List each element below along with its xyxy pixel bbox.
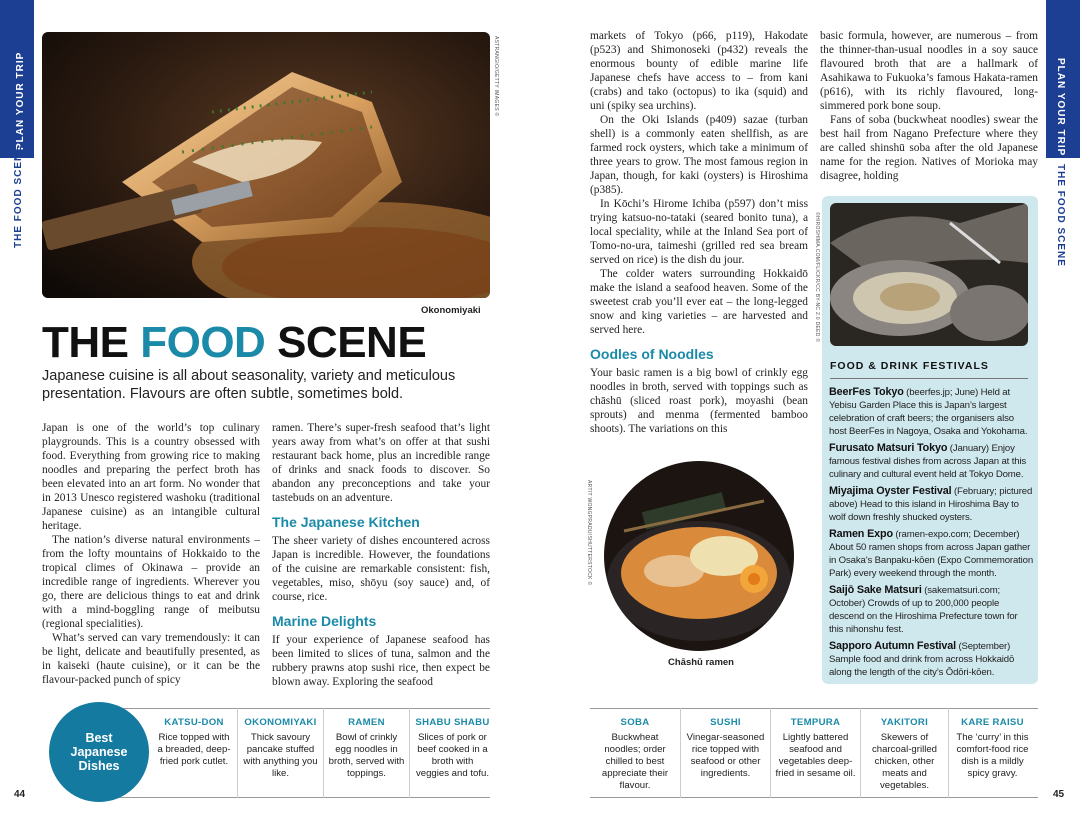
ramen-photo: [604, 461, 794, 651]
ramen-caption: Chāshū ramen: [668, 657, 734, 668]
okonomiyaki-caption: Okonomiyaki: [421, 305, 481, 316]
subheading-japanese-kitchen: The Japanese Kitchen: [272, 514, 420, 530]
dish-name: SHABU SHABU: [415, 717, 490, 728]
dish-name: SUSHI: [710, 717, 741, 728]
dish-description: Bowl of crinkly egg noodles in broth, served with toppings.: [328, 732, 405, 779]
dish-name: KARE RAISU: [961, 717, 1024, 728]
best-dishes-left: [151, 708, 495, 798]
paragraph: On the Oki Islands (p409) sazae (turban shell) is a commonly eaten shellfish, as are farmed rock oysters, which take a minimum of three years to grow. The most famous region in Japan, though, for kaki (oysters) is Hiroshima (p385).: [590, 114, 808, 196]
section-label-left: PLAN YOUR TRIP: [15, 51, 26, 150]
festival-name: Furusato Matsuri Tokyo: [829, 442, 948, 454]
festival-item: [829, 584, 1033, 636]
dish-item: [237, 708, 323, 798]
chapter-label-right: THE FOOD SCENE: [1055, 164, 1066, 267]
paragraph: basic formula, however, are numerous – from the thinner-than-usual noodles in a soy sauce flavoured broth that are a hallmark of Asahikawa to Fukuoka’s famous Hakata-ramen (p616), with its richly flavoured, long-simmered pork bone soup.: [820, 30, 1038, 112]
intro-text: Japanese cuisine is all about seasonality, variety and meticulous presentation. Flavours are often subtle, sometimes bold.: [42, 368, 456, 402]
festival-item: [829, 386, 1033, 438]
dish-item: [860, 708, 948, 798]
dish-description: Slices of pork or beef cooked in a broth with veggies and tofu.: [415, 732, 490, 779]
festival-description: (February; pictured above) Head to this island in Hiroshima Bay to wolf down freshly shucked oysters.: [829, 486, 1033, 523]
paragraph: Your basic ramen is a big bowl of crinkly egg noodles in broth, served with toppings such as chāshū (sliced roast pork), moyashi (bean sprouts) and menma (fermented bamboo shoots). The variations on this: [590, 367, 808, 435]
festival-item: [829, 442, 1033, 481]
festival-name: Miyajima Oyster Festival: [829, 485, 952, 497]
dish-item: [590, 708, 680, 798]
dish-item: [770, 708, 860, 798]
dish-name: SOBA: [620, 717, 650, 728]
dish-description: Skewers of charcoal-grilled chicken, other meats and vegetables.: [871, 732, 938, 791]
best-dishes-badge: [49, 702, 149, 802]
page-title: [42, 318, 426, 368]
paragraph: In Kōchi’s Hirome Ichiba (p597) don’t miss trying katsuo-no-tataki (seared bonito tuna), a local speciality, while at the Inland Sea port of Tomo-no-ura, taimeshi (grilled red sea bream served on rice) is the dish du jour.: [590, 198, 808, 266]
dish-item: [948, 708, 1036, 798]
oyster-photo: [830, 203, 1028, 346]
best-dishes-badge-text: Best Japanese Dishes: [70, 731, 128, 773]
oyster-photo-credit: ©HIROSHIMA.COM/FLICKR/CC BY-NC 2.0 DEED ©: [814, 212, 820, 343]
dish-name: KATSU-DON: [164, 717, 224, 728]
title-highlight: FOOD: [140, 318, 266, 367]
festival-name: Sapporo Autumn Festival: [829, 640, 956, 652]
okonomiyaki-photo-credit: ASTRANGIO/GETTY IMAGES ©: [493, 36, 499, 117]
dish-item: [680, 708, 770, 798]
festivals-list: [829, 386, 1033, 683]
body-column-4: [820, 29, 1038, 183]
dish-name: YAKITORI: [880, 717, 929, 728]
dish-description: The ‘curry’ in this comfort-food rice dish is a mildly spicy gravy.: [956, 732, 1029, 779]
dish-description: Lightly battered seafood and vegetables deep-fried in sesame oil.: [775, 732, 856, 779]
festival-name: Ramen Expo: [829, 528, 893, 540]
okonomiyaki-photo: [42, 32, 490, 298]
dish-description: Vinegar-seasoned rice topped with seafood or other ingredients.: [686, 732, 765, 779]
section-label-right: PLAN YOUR TRIP: [1055, 58, 1066, 157]
dish-description: Rice topped with a breaded, deep-fried pork cutlet.: [157, 732, 231, 767]
chapter-label-left: THE FOOD SCENE: [13, 145, 24, 248]
festival-item: [829, 485, 1033, 524]
dish-name: RAMEN: [348, 717, 385, 728]
festival-description: (January) Enjoy famous festival dishes from across Japan at this culinary and cultural event held at Tokyo Dome.: [829, 443, 1027, 480]
festival-item: [829, 528, 1033, 580]
body-column-3: [590, 29, 808, 436]
dish-description: Buckwheat noodles; order chilled to best appreciate their flavour.: [601, 732, 669, 791]
dish-item: [151, 708, 237, 798]
festival-name: BeerFes Tokyo: [829, 386, 904, 398]
festivals-heading: FOOD & DRINK FESTIVALS: [830, 360, 1028, 379]
subheading-marine-delights: Marine Delights: [272, 613, 377, 629]
title-pre: THE: [42, 318, 141, 367]
festival-description: (ramen-expo.com; December) About 50 ramen shops from across Japan gather in Osaka’s Banpaku-kōen (Expo Commemoration Park) every weekend through the month.: [829, 529, 1034, 579]
festival-description: (September) Sample food and drink from across Hokkaidō along the length of the city’s Ōdōri-kōen.: [829, 641, 1015, 678]
ramen-photo-credit: ARTIT WONGPRADU/SHUTTERSTOCK ©: [586, 480, 592, 586]
paragraph: What’s served can vary tremendously: it can be light, delicate and beautifully presented, as in kaiseki (haute cuisine), or it can be the flavour-packed punch of spicy: [42, 632, 260, 686]
paragraph: The sheer variety of dishes encountered across Japan is incredible. However, the foundations of the cuisine are remarkable consistent: fish, vegetables, miso, shōyu (soy sauce) and, of course, rice.: [272, 535, 490, 603]
best-dishes-right: [590, 708, 1036, 798]
paragraph: The colder waters surrounding Hokkaidō make the island a seafood heaven. Some of the sweetest crab you’ll ever eat – the long-legged snow and king varieties – are harvested and served here.: [590, 268, 808, 336]
body-column-2: [272, 421, 490, 689]
dish-description: Thick savoury pancake stuffed with anything you like.: [243, 732, 318, 779]
paragraph: Fans of soba (buckwheat noodles) swear the best hail from Nagano Prefecture where they are called shinshū soba after the old Japanese name for the region. Natives of Morioka may disagree, holding: [820, 114, 1038, 182]
body-column-1: [42, 421, 260, 687]
paragraph: markets of Tokyo (p66, p119), Hakodate (p523) and Shimonoseki (p432) reveals the enormous bounty of edible marine life Japanese chefs have access to – from kani (crabs) and tako (octopus) to ika (squid) and uni (spiky sea urchins).: [590, 30, 808, 112]
dish-item: [409, 708, 495, 798]
paragraph: Japan is one of the world’s top culinary playgrounds. This is a country obsessed with food. Everything from growing rice to making noodles and preparing the perfect broth has been elevated into an art form. No wonder that in 2013 Unesco registered washoku (traditional Japanese cuisine) as an intangible cultural heritage.: [42, 422, 260, 532]
paragraph: ramen. There’s super-fresh seafood that’s light years away from what’s on offer at that sushi restaurant back home, plus an incredible range of drinks and snack foods to discover. So abandon any preconceptions and take your tastebuds on an adventure.: [272, 422, 490, 504]
title-post: SCENE: [265, 318, 427, 367]
dish-name: OKONOMIYAKI: [244, 717, 317, 728]
festival-description: (beerfes.jp; June) Held at Yebisu Garden Place this is Japan’s largest celebration of craft beers; the organisers also host BeerFes in Nagoya, Osaka and Yokohama.: [829, 387, 1028, 437]
paragraph: The nation’s diverse natural environments – from the lofty mountains of Hokkaido to the tropical climes of Okinawa – provide an incredible range of ingredients. Wherever you go, there are delicious things to eat and drink with a mind-boggling range of meibutsu (regional specialities).: [42, 534, 260, 630]
paragraph: If your experience of Japanese seafood has been limited to slices of tuna, salmon and the rubbery prawns atop sushi rice, then expect be blown away. Exploring the seafood: [272, 634, 490, 688]
page-number-right: 45: [1053, 789, 1065, 800]
dish-item: [323, 708, 409, 798]
page-number-left: 44: [14, 789, 26, 800]
festival-description: (sakematsuri.com; October) Crowds of up to 200,000 people descend on the Hiroshima Prefecture town for this nihonshu fest.: [829, 585, 1018, 635]
festival-item: [829, 640, 1033, 679]
festival-name: Saijō Sake Matsuri: [829, 584, 922, 596]
dish-name: TEMPURA: [790, 717, 841, 728]
subheading-oodles-of-noodles: Oodles of Noodles: [590, 346, 714, 362]
